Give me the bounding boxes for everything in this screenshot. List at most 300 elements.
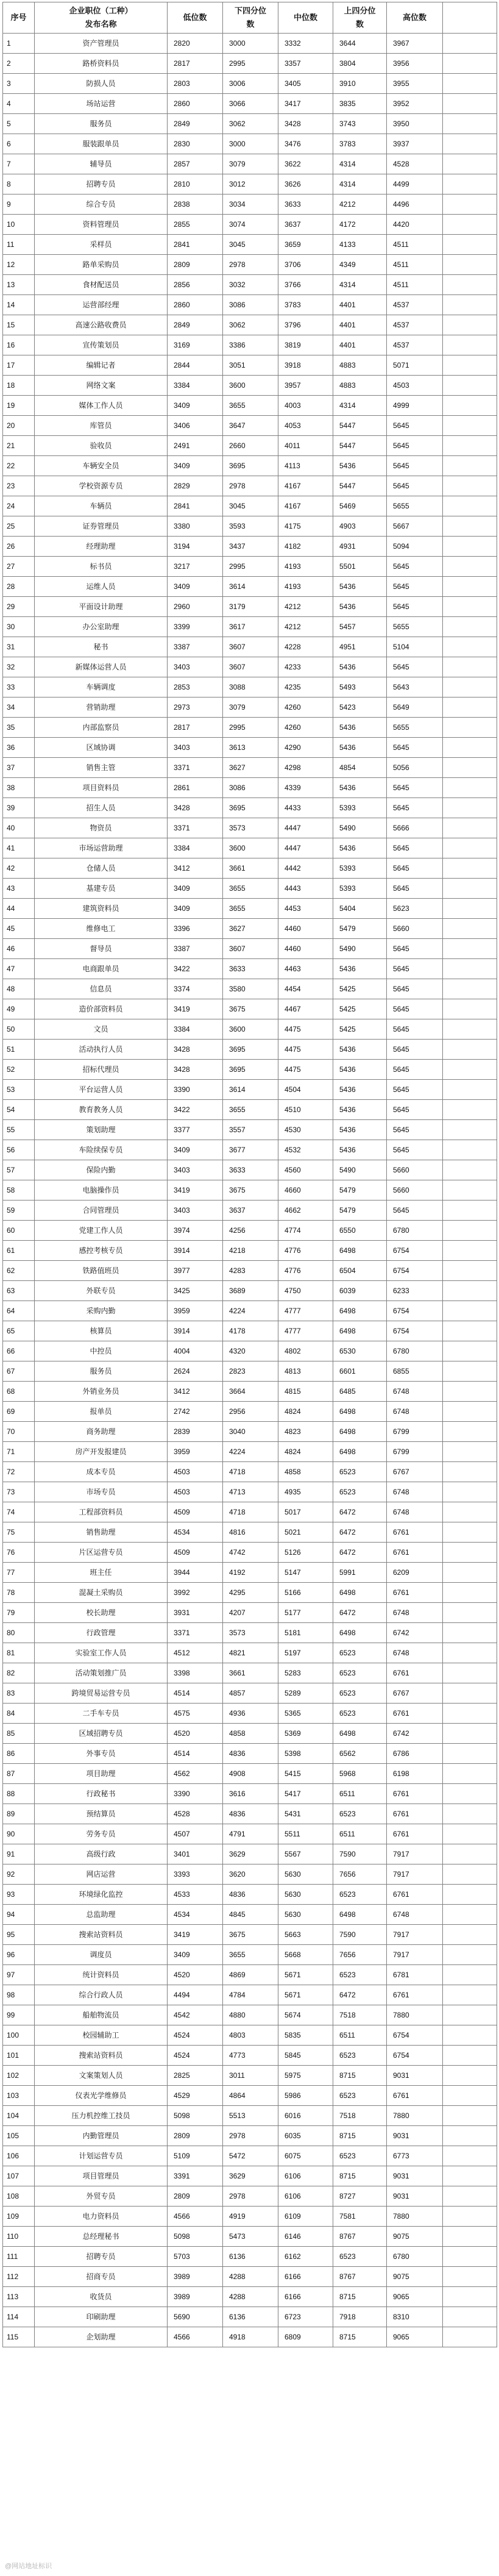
cell-upper-quartile: 6472 [333, 1985, 387, 2005]
cell-low: 2742 [168, 1402, 223, 1422]
table-row [3, 194, 497, 215]
salary-table [2, 2, 497, 2347]
cell-position: 印刷助理 [35, 2307, 168, 2327]
cell-upper-quartile: 8727 [333, 2186, 387, 2207]
cell-no: 32 [3, 657, 35, 677]
cell-position: 网络文案 [35, 376, 168, 396]
cell-position: 工程部资料员 [35, 1502, 168, 1522]
cell-no: 61 [3, 1241, 35, 1261]
table-row [3, 1764, 497, 1784]
cell-low: 3374 [168, 979, 223, 999]
cell-position: 压力机控维工技员 [35, 2106, 168, 2126]
cell-extra [443, 899, 497, 919]
cell-low: 3419 [168, 1180, 223, 1201]
cell-extra [443, 919, 497, 939]
cell-median: 6016 [278, 2106, 333, 2126]
cell-position: 车辆员 [35, 496, 168, 516]
cell-median: 3918 [278, 355, 333, 376]
cell-no: 5 [3, 114, 35, 134]
cell-median: 6723 [278, 2307, 333, 2327]
cell-extra [443, 597, 497, 617]
cell-upper-quartile: 6472 [333, 1543, 387, 1563]
cell-extra [443, 1784, 497, 1804]
header-position-name: 企业职位（工种） 发布名称 [35, 2, 168, 34]
cell-median: 4475 [278, 1060, 333, 1080]
cell-position: 车辆调度 [35, 677, 168, 698]
table-row [3, 2287, 497, 2307]
cell-median: 5511 [278, 1824, 333, 1844]
cell-median: 5674 [278, 2005, 333, 2025]
cell-median: 4504 [278, 1080, 333, 1100]
cell-upper-quartile: 6523 [333, 2046, 387, 2066]
cell-high: 9075 [387, 2267, 443, 2287]
cell-lower-quartile: 2978 [223, 255, 278, 275]
cell-no: 112 [3, 2267, 35, 2287]
cell-no: 79 [3, 1603, 35, 1623]
cell-upper-quartile: 5425 [333, 1019, 387, 1040]
cell-position: 活动执行人员 [35, 1040, 168, 1060]
table-row [3, 1804, 497, 1824]
cell-lower-quartile: 3633 [223, 959, 278, 979]
cell-median: 4433 [278, 798, 333, 818]
cell-low: 2820 [168, 34, 223, 54]
table-row [3, 436, 497, 456]
cell-no: 59 [3, 1201, 35, 1221]
cell-no: 7 [3, 154, 35, 174]
cell-extra [443, 34, 497, 54]
cell-low: 4542 [168, 2005, 223, 2025]
cell-high: 6761 [387, 1522, 443, 1543]
cell-high: 5655 [387, 617, 443, 637]
cell-lower-quartile: 4742 [223, 1543, 278, 1563]
cell-median: 4530 [278, 1120, 333, 1140]
cell-lower-quartile: 3066 [223, 94, 278, 114]
cell-high: 6748 [387, 1402, 443, 1422]
cell-upper-quartile: 5436 [333, 838, 387, 858]
cell-upper-quartile: 5991 [333, 1563, 387, 1583]
cell-no: 85 [3, 1724, 35, 1744]
cell-upper-quartile: 6039 [333, 1281, 387, 1301]
cell-lower-quartile: 3074 [223, 215, 278, 235]
table-row [3, 1502, 497, 1522]
cell-low: 3384 [168, 838, 223, 858]
table-row [3, 1442, 497, 1462]
cell-upper-quartile: 5436 [333, 577, 387, 597]
cell-lower-quartile: 2995 [223, 718, 278, 738]
cell-no: 100 [3, 2025, 35, 2046]
cell-extra [443, 114, 497, 134]
cell-extra [443, 416, 497, 436]
cell-lower-quartile: 3600 [223, 376, 278, 396]
cell-low: 4507 [168, 1824, 223, 1844]
cell-position: 行政秘书 [35, 1784, 168, 1804]
cell-high: 6761 [387, 1663, 443, 1683]
table-row [3, 2247, 497, 2267]
cell-low: 4524 [168, 2025, 223, 2046]
cell-extra [443, 1361, 497, 1382]
table-row [3, 1724, 497, 1744]
table-row [3, 456, 497, 476]
cell-no: 89 [3, 1804, 35, 1824]
table-row [3, 1341, 497, 1361]
cell-median: 4453 [278, 899, 333, 919]
cell-median: 4167 [278, 496, 333, 516]
cell-median: 4011 [278, 436, 333, 456]
table-row [3, 235, 497, 255]
cell-low: 2838 [168, 194, 223, 215]
cell-extra [443, 879, 497, 899]
cell-no: 11 [3, 235, 35, 255]
table-row [3, 838, 497, 858]
cell-no: 102 [3, 2066, 35, 2086]
cell-low: 4524 [168, 2046, 223, 2066]
cell-upper-quartile: 5423 [333, 698, 387, 718]
cell-median: 5021 [278, 1522, 333, 1543]
cell-position: 船舶物流员 [35, 2005, 168, 2025]
table-row [3, 537, 497, 557]
cell-high: 4511 [387, 255, 443, 275]
cell-high: 5645 [387, 939, 443, 959]
cell-no: 64 [3, 1301, 35, 1321]
cell-extra [443, 355, 497, 376]
cell-median: 4858 [278, 1462, 333, 1482]
cell-lower-quartile: 3661 [223, 858, 278, 879]
table-row [3, 1925, 497, 1945]
cell-no: 96 [3, 1945, 35, 1965]
cell-median: 4233 [278, 657, 333, 677]
cell-position: 外销业务员 [35, 1382, 168, 1402]
table-row [3, 516, 497, 537]
cell-high: 5645 [387, 1201, 443, 1221]
cell-high: 5645 [387, 456, 443, 476]
cell-lower-quartile: 4773 [223, 2046, 278, 2066]
cell-high: 6754 [387, 1261, 443, 1281]
cell-extra [443, 979, 497, 999]
cell-high: 6761 [387, 1885, 443, 1905]
cell-high: 6742 [387, 1724, 443, 1744]
cell-position: 项目管理员 [35, 2166, 168, 2186]
cell-extra [443, 2227, 497, 2247]
cell-upper-quartile: 4401 [333, 295, 387, 315]
cell-no: 84 [3, 1704, 35, 1724]
cell-no: 90 [3, 1824, 35, 1844]
table-row [3, 2066, 497, 2086]
cell-upper-quartile: 6550 [333, 1221, 387, 1241]
cell-position: 环境绿化监控 [35, 1885, 168, 1905]
cell-high: 5655 [387, 496, 443, 516]
cell-extra [443, 698, 497, 718]
cell-extra [443, 1180, 497, 1201]
cell-low: 4534 [168, 1905, 223, 1925]
table-row [3, 959, 497, 979]
cell-position: 路桥资料员 [35, 54, 168, 74]
cell-no: 83 [3, 1683, 35, 1704]
cell-lower-quartile: 3573 [223, 818, 278, 838]
cell-no: 58 [3, 1180, 35, 1201]
cell-low: 3422 [168, 1100, 223, 1120]
cell-lower-quartile: 3675 [223, 1925, 278, 1945]
cell-median: 5166 [278, 1583, 333, 1603]
cell-high: 9031 [387, 2126, 443, 2146]
cell-low: 4509 [168, 1543, 223, 1563]
cell-no: 65 [3, 1321, 35, 1341]
cell-no: 93 [3, 1885, 35, 1905]
cell-median: 4193 [278, 577, 333, 597]
cell-median: 4467 [278, 999, 333, 1019]
cell-no: 76 [3, 1543, 35, 1563]
cell-upper-quartile: 5436 [333, 959, 387, 979]
cell-median: 4260 [278, 718, 333, 738]
cell-median: 3357 [278, 54, 333, 74]
table-row [3, 355, 497, 376]
cell-high: 6780 [387, 1221, 443, 1241]
cell-no: 52 [3, 1060, 35, 1080]
table-row [3, 255, 497, 275]
cell-median: 5177 [278, 1603, 333, 1623]
cell-upper-quartile: 5436 [333, 778, 387, 798]
cell-lower-quartile: 4207 [223, 1603, 278, 1623]
cell-low: 3409 [168, 456, 223, 476]
cell-high: 5104 [387, 637, 443, 657]
cell-lower-quartile: 3062 [223, 114, 278, 134]
cell-high: 5645 [387, 597, 443, 617]
cell-upper-quartile: 6472 [333, 1522, 387, 1543]
cell-extra [443, 235, 497, 255]
cell-low: 3396 [168, 919, 223, 939]
table-row [3, 1321, 497, 1341]
cell-low: 3371 [168, 818, 223, 838]
cell-upper-quartile: 5436 [333, 738, 387, 758]
table-row [3, 1844, 497, 1864]
table-row [3, 657, 497, 677]
cell-position: 运营部经理 [35, 295, 168, 315]
cell-extra [443, 194, 497, 215]
cell-upper-quartile: 5479 [333, 1180, 387, 1201]
cell-low: 3399 [168, 617, 223, 637]
cell-high: 5660 [387, 919, 443, 939]
cell-median: 3796 [278, 315, 333, 335]
cell-no: 67 [3, 1361, 35, 1382]
cell-upper-quartile: 6511 [333, 1824, 387, 1844]
cell-median: 5147 [278, 1563, 333, 1583]
cell-lower-quartile: 3079 [223, 698, 278, 718]
cell-no: 48 [3, 979, 35, 999]
cell-high: 5645 [387, 1080, 443, 1100]
table-row [3, 1603, 497, 1623]
cell-extra [443, 1080, 497, 1100]
cell-position: 统计资料员 [35, 1965, 168, 1985]
cell-lower-quartile: 3062 [223, 315, 278, 335]
table-row [3, 1100, 497, 1120]
cell-extra [443, 1885, 497, 1905]
cell-lower-quartile: 3655 [223, 879, 278, 899]
cell-median: 6809 [278, 2327, 333, 2347]
cell-no: 53 [3, 1080, 35, 1100]
cell-high: 4420 [387, 215, 443, 235]
cell-no: 50 [3, 1019, 35, 1040]
cell-position: 高速公路收费员 [35, 315, 168, 335]
cell-low: 3194 [168, 537, 223, 557]
cell-upper-quartile: 5436 [333, 1040, 387, 1060]
cell-upper-quartile: 8767 [333, 2267, 387, 2287]
cell-no: 95 [3, 1925, 35, 1945]
table-row [3, 718, 497, 738]
cell-upper-quartile: 5457 [333, 617, 387, 637]
table-row [3, 1482, 497, 1502]
cell-extra [443, 2327, 497, 2347]
cell-lower-quartile: 3557 [223, 1120, 278, 1140]
cell-high: 5645 [387, 959, 443, 979]
cell-low: 3403 [168, 657, 223, 677]
cell-extra [443, 1824, 497, 1844]
cell-no: 18 [3, 376, 35, 396]
cell-median: 4260 [278, 698, 333, 718]
header-extra [443, 2, 497, 34]
cell-lower-quartile: 3593 [223, 516, 278, 537]
cell-high: 5655 [387, 718, 443, 738]
cell-no: 47 [3, 959, 35, 979]
cell-position: 计划运营专员 [35, 2146, 168, 2166]
cell-position: 服务员 [35, 114, 168, 134]
cell-median: 5181 [278, 1623, 333, 1643]
cell-extra [443, 2267, 497, 2287]
header-upper-quartile: 上四分位 数 [333, 2, 387, 34]
cell-no: 86 [3, 1744, 35, 1764]
cell-high: 6761 [387, 1985, 443, 2005]
cell-no: 81 [3, 1643, 35, 1663]
cell-high: 3955 [387, 74, 443, 94]
cell-position: 区域协调 [35, 738, 168, 758]
cell-no: 88 [3, 1784, 35, 1804]
cell-high: 5645 [387, 858, 443, 879]
cell-median: 4228 [278, 637, 333, 657]
cell-extra [443, 1985, 497, 2005]
cell-lower-quartile: 3655 [223, 1945, 278, 1965]
cell-high: 4511 [387, 235, 443, 255]
cell-low: 2809 [168, 2126, 223, 2146]
cell-extra [443, 1804, 497, 1824]
cell-high: 5645 [387, 657, 443, 677]
cell-extra [443, 657, 497, 677]
table-header-row [3, 2, 497, 34]
cell-high: 6748 [387, 1905, 443, 1925]
cell-position: 成本专员 [35, 1462, 168, 1482]
cell-no: 73 [3, 1482, 35, 1502]
cell-low: 3169 [168, 335, 223, 355]
cell-no: 66 [3, 1341, 35, 1361]
table-row [3, 1120, 497, 1140]
cell-median: 4298 [278, 758, 333, 778]
table-row [3, 1241, 497, 1261]
cell-position: 外事专员 [35, 1744, 168, 1764]
cell-upper-quartile: 4172 [333, 215, 387, 235]
cell-no: 97 [3, 1965, 35, 1985]
cell-upper-quartile: 4854 [333, 758, 387, 778]
cell-upper-quartile: 4401 [333, 315, 387, 335]
cell-high: 5645 [387, 476, 443, 496]
cell-low: 4509 [168, 1502, 223, 1522]
cell-high: 6754 [387, 1241, 443, 1261]
cell-upper-quartile: 6472 [333, 1502, 387, 1522]
cell-no: 108 [3, 2186, 35, 2207]
cell-lower-quartile: 3012 [223, 174, 278, 194]
cell-upper-quartile: 5436 [333, 657, 387, 677]
cell-position: 招生人员 [35, 798, 168, 818]
cell-no: 21 [3, 436, 35, 456]
cell-low: 3428 [168, 1040, 223, 1060]
cell-extra [443, 496, 497, 516]
cell-extra [443, 2287, 497, 2307]
cell-lower-quartile: 4288 [223, 2287, 278, 2307]
cell-lower-quartile: 3617 [223, 617, 278, 637]
cell-extra [443, 1864, 497, 1885]
cell-lower-quartile: 4288 [223, 2267, 278, 2287]
cell-no: 15 [3, 315, 35, 335]
cell-no: 28 [3, 577, 35, 597]
cell-median: 3659 [278, 235, 333, 255]
cell-lower-quartile: 4224 [223, 1301, 278, 1321]
cell-low: 3371 [168, 758, 223, 778]
cell-high: 6761 [387, 1583, 443, 1603]
cell-median: 5431 [278, 1804, 333, 1824]
cell-extra [443, 939, 497, 959]
table-row [3, 999, 497, 1019]
cell-upper-quartile: 5447 [333, 476, 387, 496]
cell-median: 4053 [278, 416, 333, 436]
cell-extra [443, 999, 497, 1019]
cell-lower-quartile: 6136 [223, 2247, 278, 2267]
cell-position: 文案策划人员 [35, 2066, 168, 2086]
cell-upper-quartile: 6523 [333, 1683, 387, 1704]
cell-low: 4514 [168, 1744, 223, 1764]
cell-low: 2810 [168, 174, 223, 194]
cell-median: 3428 [278, 114, 333, 134]
cell-lower-quartile: 3607 [223, 657, 278, 677]
cell-no: 62 [3, 1261, 35, 1281]
cell-upper-quartile: 5393 [333, 798, 387, 818]
cell-position: 建筑资料员 [35, 899, 168, 919]
cell-position: 场站运营 [35, 94, 168, 114]
cell-extra [443, 818, 497, 838]
cell-upper-quartile: 6498 [333, 1583, 387, 1603]
cell-lower-quartile: 3655 [223, 1100, 278, 1120]
cell-median: 4777 [278, 1321, 333, 1341]
cell-position: 仓储人员 [35, 858, 168, 879]
cell-position: 平台运营人员 [35, 1080, 168, 1100]
cell-extra [443, 1060, 497, 1080]
cell-no: 40 [3, 818, 35, 838]
cell-extra [443, 315, 497, 335]
cell-upper-quartile: 6485 [333, 1382, 387, 1402]
cell-low: 2624 [168, 1361, 223, 1382]
cell-median: 3417 [278, 94, 333, 114]
table-row [3, 798, 497, 818]
table-row [3, 114, 497, 134]
cell-high: 5666 [387, 818, 443, 838]
cell-high: 6767 [387, 1683, 443, 1704]
cell-extra [443, 2247, 497, 2267]
table-row [3, 315, 497, 335]
cell-extra [443, 2005, 497, 2025]
table-row [3, 2166, 497, 2186]
cell-extra [443, 1221, 497, 1241]
cell-low: 4533 [168, 1885, 223, 1905]
table-row [3, 2046, 497, 2066]
cell-extra [443, 1040, 497, 1060]
cell-position: 企划助理 [35, 2327, 168, 2347]
cell-no: 60 [3, 1221, 35, 1241]
table-row [3, 1060, 497, 1080]
